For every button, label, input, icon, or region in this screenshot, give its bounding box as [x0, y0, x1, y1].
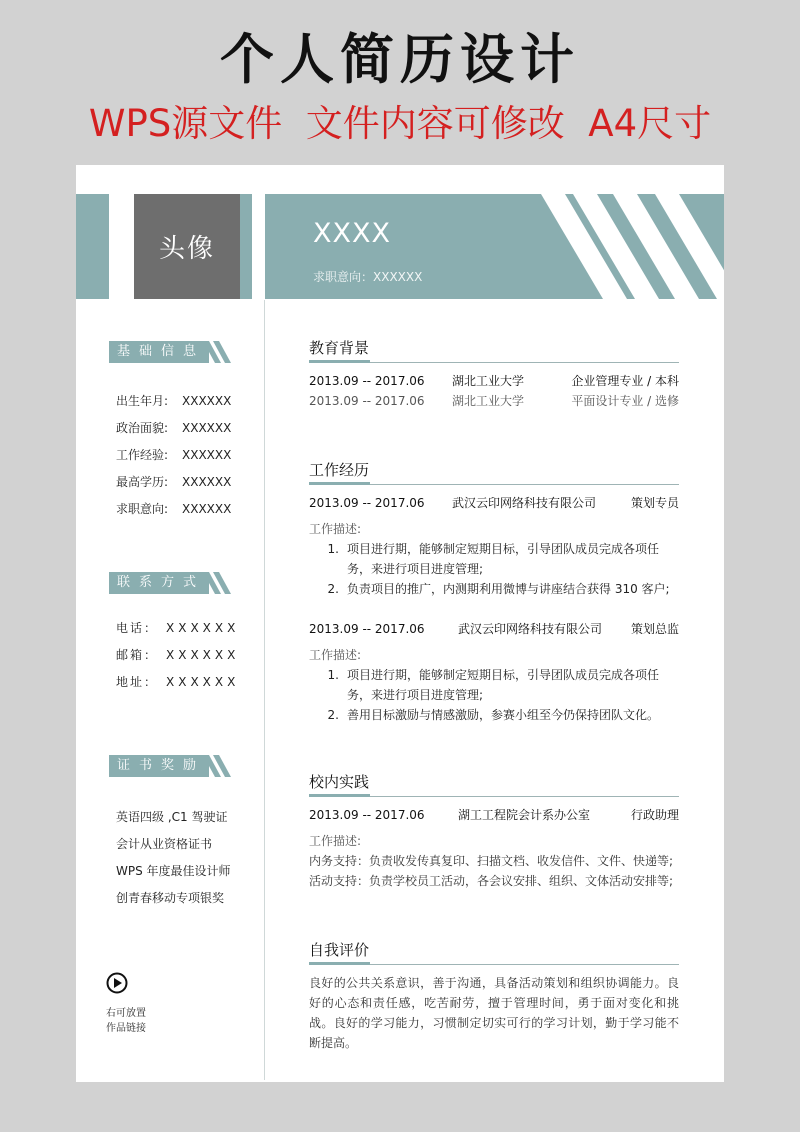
self-eval-section [309, 940, 679, 1053]
info-row-degree: 最高学历: XXXXXX [116, 475, 232, 489]
campus-header: 2013.09 -- 2017.06 湖工工程院会计系办公室 行政助理 [309, 808, 679, 822]
education-title: 教育背景 [309, 339, 370, 357]
certs-list [116, 810, 231, 918]
cert-item[interactable]: 会计从业资格证书 [116, 837, 213, 851]
resume-page [76, 165, 724, 1082]
self-eval-text: 良好的公共关系意识，善于沟通，具备活动策划和组织协调能力。良好的心态和责任感，吃苦耐劳，擅于管理时间，勇于面对变化和挑战。良好的学习能力，习惯制定切实可行的学习计划，勤于学习能不断提高。 [309, 976, 679, 1050]
cert-item[interactable]: WPS 年度最佳设计师 [116, 864, 231, 878]
list-item: 2. 负责项目的推广，内测期利用微博与讲座结合获得 310 客户; [327, 582, 670, 596]
education-section [309, 338, 679, 411]
promo-subtitle: WPS源文件 文件内容可修改 A4尺寸 [88, 102, 712, 145]
campus-section [309, 772, 679, 891]
list-item: 2. 善用目标激励与情感激励，参赛小组至今仍保持团队文化。 [327, 708, 660, 722]
job-intent[interactable]: 求职意向：XXXXXX [313, 270, 423, 284]
avatar[interactable]: 头像 [134, 194, 240, 299]
info-row-experience: 工作经验: XXXXXX [116, 448, 232, 462]
column-divider [264, 300, 265, 1080]
cert-item[interactable]: 英语四级 ,C1 驾驶证 [116, 810, 228, 824]
promo-title: 个人简历设计 [220, 28, 580, 91]
info-row-intent: 求职意向: XXXXXX [116, 502, 232, 516]
contact-list [116, 621, 239, 702]
work-section [309, 460, 679, 725]
contact-row-address: 地址： XXXXXX [116, 675, 240, 689]
campus-line: 活动支持：负责学校员工活动，各会议安排、组织、文体活动安排等; [309, 874, 674, 888]
left-accent-band-small [240, 194, 252, 299]
list-item: 1. 项目进行期，能够制定短期目标，引导团队成员完成各项任务，来进行项目进度管理; [327, 542, 660, 576]
heading-stripes-icon [203, 572, 236, 594]
works-link-note[interactable]: 右可放置 作品链接 [106, 1008, 146, 1034]
list-item: 1. 项目进行期，能够制定短期目标，引导团队成员完成各项任务，来进行项目进度管理; [327, 668, 660, 702]
play-circle-icon[interactable] [106, 972, 128, 994]
contact-title: 联系方式 [109, 572, 209, 594]
candidate-name[interactable]: XXXX [313, 218, 391, 249]
job-header: 2013.09 -- 2017.06 武汉云印网络科技有限公司 策划总监 [309, 622, 679, 636]
section-underline [309, 962, 679, 965]
info-row-political: 政治面貌: XXXXXX [116, 421, 232, 435]
job-desc-label: 工作描述: [309, 648, 362, 662]
cert-item[interactable]: 创青春移动专项银奖 [116, 891, 225, 905]
heading-stripes-icon [203, 755, 236, 777]
header-band [265, 194, 724, 299]
contact-heading [109, 572, 236, 598]
section-underline [309, 482, 679, 485]
campus-title: 校内实践 [309, 773, 370, 791]
contact-row-email: 邮箱： XXXXXX [116, 648, 240, 662]
basic-info-title: 基础信息 [109, 341, 209, 363]
work-title: 工作经历 [309, 461, 370, 479]
job-desc-list [309, 539, 679, 599]
contact-row-phone: 电话： XXXXXX [116, 621, 240, 635]
job-desc-list [309, 665, 679, 725]
heading-stripes-icon [203, 341, 236, 363]
job-header: 2013.09 -- 2017.06 武汉云印网络科技有限公司 策划专员 [309, 496, 679, 510]
certs-heading [109, 755, 236, 781]
job-desc-label: 工作描述: [309, 522, 362, 536]
left-accent-band [76, 194, 109, 299]
campus-desc-label: 工作描述: [309, 834, 362, 848]
self-eval-title: 自我评价 [309, 941, 370, 959]
basic-info-list [116, 394, 231, 529]
info-row-birth: 出生年月: XXXXXX [116, 394, 232, 408]
section-underline [309, 794, 679, 797]
section-underline [309, 360, 679, 363]
education-row: 2013.09 -- 2017.06 湖北工业大学 企业管理专业 / 本科 [309, 374, 679, 388]
campus-line: 内务支持：负责收发传真复印、扫描文档、收发信件、文件、快递等; [309, 854, 674, 868]
certs-title: 证书奖励 [109, 755, 209, 777]
basic-info-heading [109, 341, 236, 367]
education-row: 2013.09 -- 2017.06 湖北工业大学 平面设计专业 / 选修 [309, 394, 679, 408]
